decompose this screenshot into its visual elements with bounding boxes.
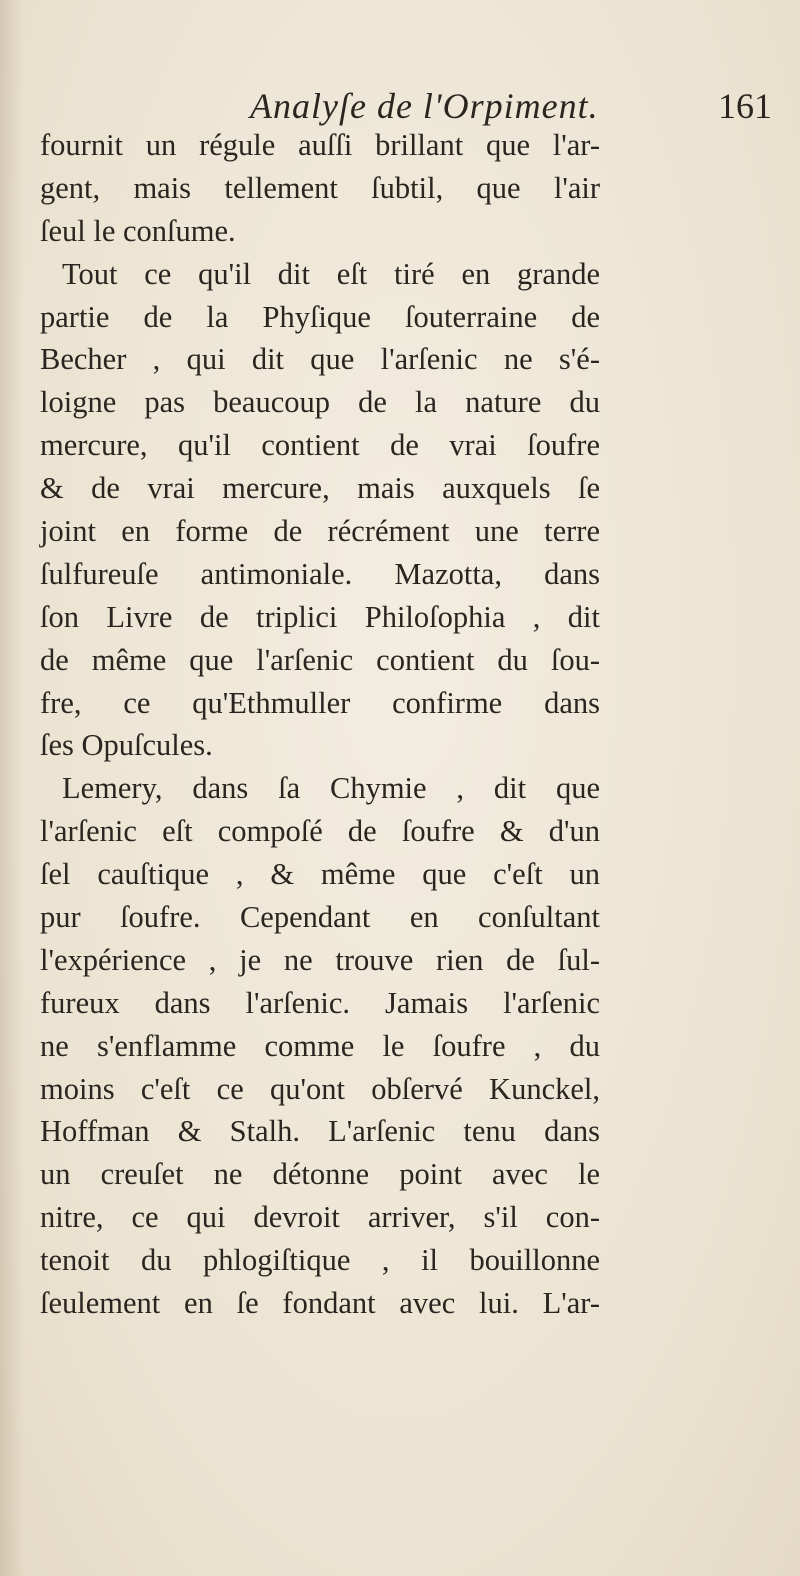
text-line: moins c'eſt ce qu'ont obſervé Kunckel, <box>40 1071 600 1106</box>
text-line: fournit un régule auſſi brillant que l'ar- <box>40 128 600 162</box>
text-line: tenoit du phlogiſtique , il bouillonne <box>40 1243 600 1278</box>
text-line: ſulfureuſe antimoniale. Mazotta, dans <box>40 556 600 591</box>
text-line: ſon Livre de triplici Philoſophia , dit <box>40 599 600 634</box>
text-line: de même que l'arſenic contient du ſou- <box>40 642 600 677</box>
text-line: pur ſoufre. Cependant en conſultant <box>40 900 600 935</box>
page-number: 161 <box>718 86 772 126</box>
text-line: nitre, ce qui devroit arriver, s'il con- <box>40 1200 600 1235</box>
text-line: ſes Opuſcules. <box>40 728 213 763</box>
text-line: l'arſenic eſt compoſé de ſoufre & d'un <box>40 814 600 849</box>
text-line: Lemery, dans ſa Chymie , dit que <box>62 771 600 806</box>
text-line: mercure, qu'il contient de vrai ſoufre <box>40 428 600 463</box>
text-line: Becher , qui dit que l'arſenic ne s'é- <box>40 342 600 377</box>
text-line: ne s'enflamme comme le ſoufre , du <box>40 1028 600 1063</box>
text-line: & de vrai mercure, mais auxquels ſe <box>40 471 600 506</box>
text-line: partie de la Phyſique ſouterraine de <box>40 299 600 334</box>
running-title: Analyſe de l'Orpiment. <box>250 86 599 126</box>
body-text <box>40 124 600 1325</box>
text-line: un creuſet ne détonne point avec le <box>40 1157 600 1192</box>
text-line: Tout ce qu'il dit eſt tiré en grande <box>62 256 600 291</box>
text-line: Hoffman & Stalh. L'arſenic tenu dans <box>40 1114 600 1149</box>
text-line: ſeul le conſume. <box>40 213 236 248</box>
text-line: ſeulement en ſe fondant avec lui. L'ar- <box>40 1286 600 1321</box>
text-line: fre, ce qu'Ethmuller confirme dans <box>40 685 600 720</box>
page-edge-shadow <box>0 0 24 1576</box>
text-line: ſel cauſtique , & même que c'eſt un <box>40 857 600 892</box>
text-line: l'expérience , je ne trouve rien de ſul- <box>40 942 600 977</box>
text-line: loigne pas beaucoup de la nature du <box>40 385 600 420</box>
text-line: fureux dans l'arſenic. Jamais l'arſenic <box>40 985 600 1020</box>
text-line: joint en forme de récrément une terre <box>40 514 600 549</box>
text-line: gent, mais tellement ſubtil, que l'air <box>40 170 600 205</box>
